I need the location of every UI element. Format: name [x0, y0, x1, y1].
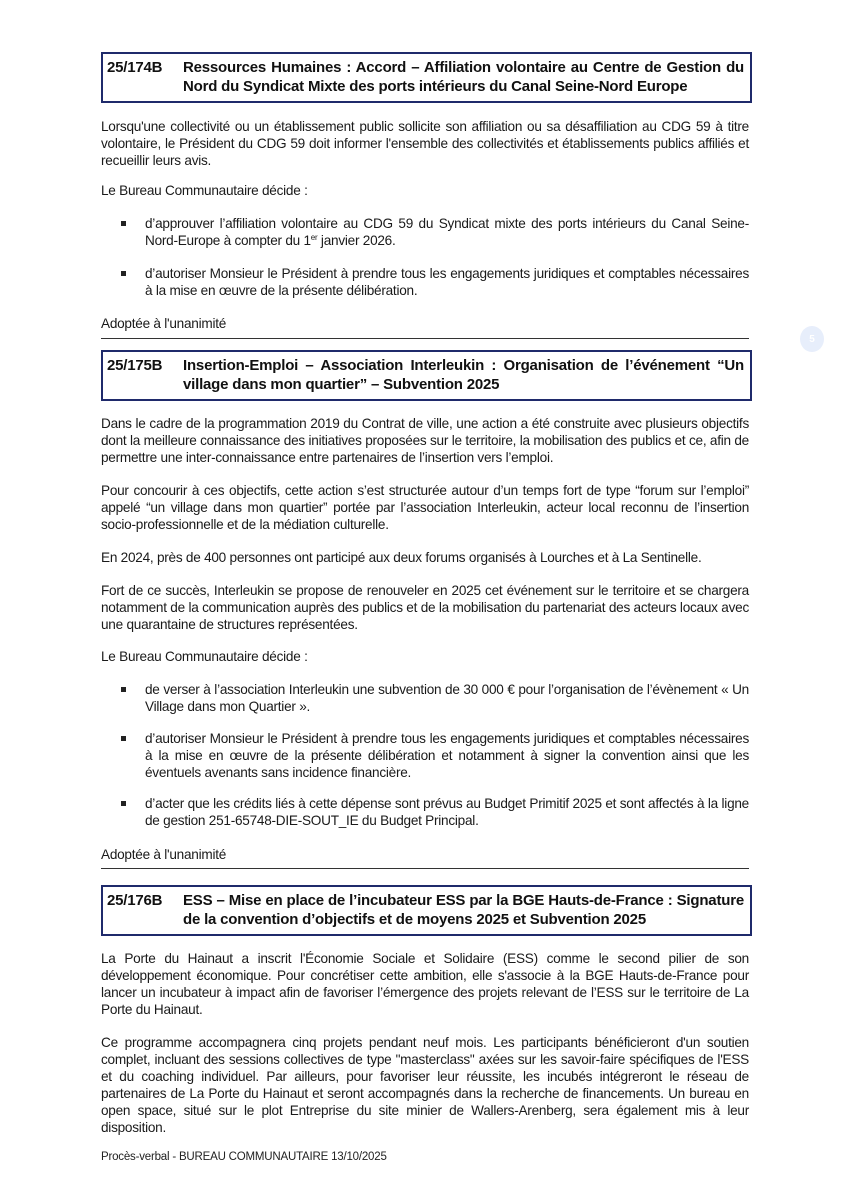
page-footer: Procès-verbal - BUREAU COMMUNAUTAIRE 13/10/2025	[101, 1151, 387, 1163]
paragraph: En 2024, près de 400 personnes ont participé aux deux forums organisés à Lourches et à La Sentinelle.	[101, 550, 702, 565]
section-number: 25/175B	[107, 357, 163, 374]
list-item: d’autoriser Monsieur le Président à prendre tous les engagements juridiques et comptables nécessaires à la mise en œuvre de la présente délibération et notamment à signer la convention ainsi que les éventuels avenants sans incidence financière.	[101, 730, 749, 781]
paragraph: Pour concourir à ces objectifs, cette action s’est structurée autour d’un temps fort de type “forum sur l’emploi” appelé “un village dans mon quartier” portée par l’association Interleukin, acteur local reconnu de l’insertion socio-professionnelle et de la médiation culturelle.	[101, 483, 749, 532]
paragraph: Ce programme accompagnera cinq projets pendant neuf mois. Les participants bénéficieront d'un soutien complet, incluant des sessions collectives de type "masterclass" axées sur les savoir-faire spécifiques de l'ESS et du coaching individuel. Par ailleurs, pour favoriser leur réussite, les incubés intégreront le réseau de partenaires de La Porte du Hainaut et seront accompagnés dans la recherche de financements. Un bureau en open space, situé sur le plot Entreprise du site minier de Wallers-Arenberg, sera également mis à leur disposition.	[101, 1035, 749, 1135]
paragraph: La Porte du Hainaut a inscrit l'Économie Sociale et Solidaire (ESS) comme le second pilier de son développement économique. Pour concrétiser cette ambition, elle s'associe à la BGE Hauts-de-France pour lancer un incubateur à impact afin de favoriser l’émergence des projets relevant de l’ESS sur le territoire de La Porte du Hainaut.	[101, 951, 749, 1017]
section-divider	[101, 338, 749, 339]
list-item: d’autoriser Monsieur le Président à prendre tous les engagements juridiques et comptables nécessaires à la mise en œuvre de la présente délibération.	[101, 265, 749, 299]
paragraph: Fort de ce succès, Interleukin se propose de renouveler en 2025 cet événement sur le territoire et se chargera notamment de la communication auprès des publics et de la mobilisation du partenariat des acteurs locaux avec une quarantaine de structures représentées.	[101, 583, 749, 632]
section-title-box	[101, 885, 752, 936]
list-item: d’approuver l’affiliation volontaire au CDG 59 du Syndicat mixte des ports intérieurs du Canal Seine-Nord-Europe à compter du 1er janvier 2026.	[101, 215, 749, 249]
section-number: 25/174B	[107, 59, 163, 76]
list-item: de verser à l’association Interleukin une subvention de 30 000 € pour l’organisation de l’évènement « Un Village dans mon Quartier ».	[101, 681, 749, 715]
section-title-box	[101, 52, 752, 103]
section-title-box	[101, 350, 752, 401]
bullet-square-icon	[101, 681, 145, 715]
adoption-status: Adoptée à l'unanimité	[101, 316, 227, 331]
list-item: d’acter que les crédits liés à cette dépense sont prévus au Budget Primitif 2025 et sont affectés à la ligne de gestion 251-65748-DIE-SOUT_IE du Budget Principal.	[101, 795, 749, 829]
bullet-square-icon	[101, 730, 145, 781]
section-title: ESS – Mise en place de l’incubateur ESS par la BGE Hauts-de-France : Signature de la convention d’objectifs et de moyens 2025 et Subvention 2025	[183, 892, 744, 928]
section-title: Ressources Humaines : Accord – Affiliation volontaire au Centre de Gestion du Nord du Syndicat Mixte des ports intérieurs du Canal Seine-Nord Europe	[183, 59, 744, 95]
paragraph: Le Bureau Communautaire décide :	[101, 649, 308, 664]
bullet-square-icon	[101, 265, 145, 299]
page-number-badge[interactable]: 5	[800, 326, 824, 352]
bullet-square-icon	[101, 795, 145, 829]
bullet-square-icon	[101, 215, 145, 249]
adoption-status: Adoptée à l'unanimité	[101, 847, 227, 862]
paragraph: Lorsqu'une collectivité ou un établissement public sollicite son affiliation ou sa désaffiliation au CDG 59 à titre volontaire, le Président du CDG 59 doit informer l'ensemble des collectivités et établissements publics affiliés et recueillir leurs avis.	[101, 119, 749, 168]
paragraph: Le Bureau Communautaire décide :	[101, 183, 308, 198]
section-number: 25/176B	[107, 892, 163, 909]
section-divider	[101, 868, 749, 869]
paragraph: Dans le cadre de la programmation 2019 du Contrat de ville, une action a été construite avec plusieurs objectifs dont la meilleure connaissance des initiatives proposées sur le territoire, la mobilisation des publics et ce, afin de permettre une inter-connaissance entre partenaires de l’insertion vers l’emploi.	[101, 416, 749, 465]
section-title: Insertion-Emploi – Association Interleukin : Organisation de l’événement “Un village dans mon quartier” – Subvention 2025	[183, 357, 744, 393]
